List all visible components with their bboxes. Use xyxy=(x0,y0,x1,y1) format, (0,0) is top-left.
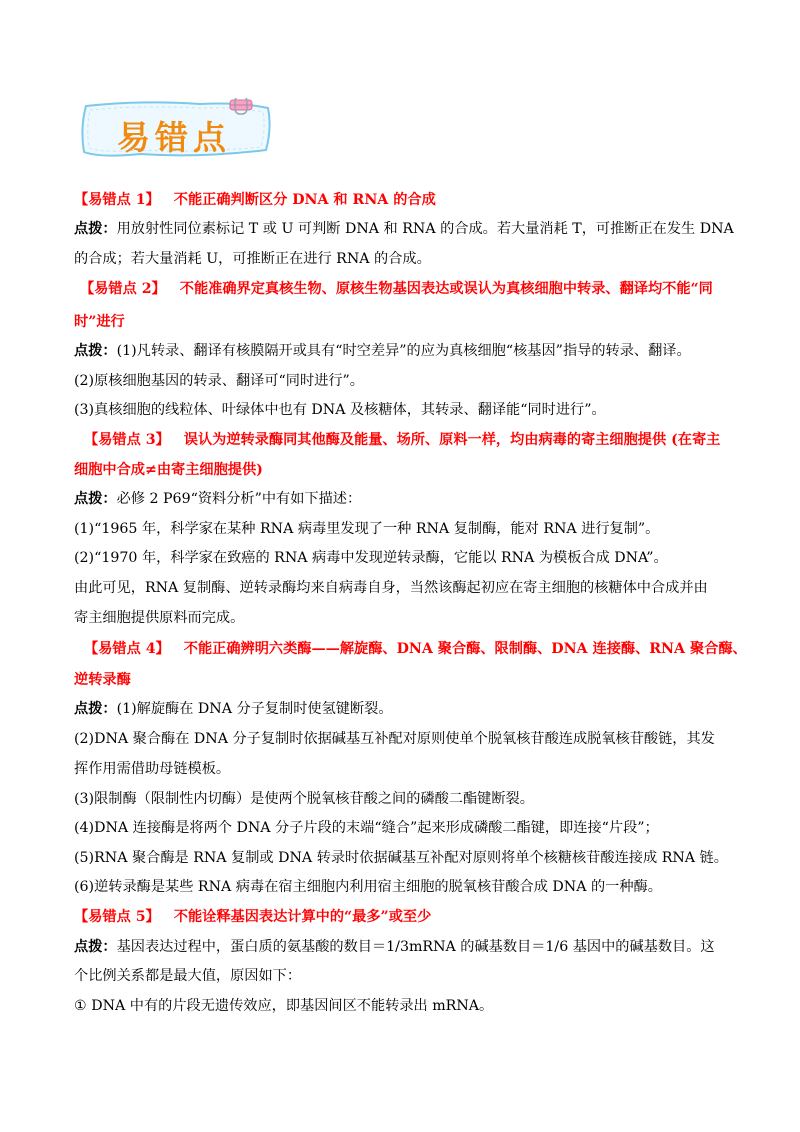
item-4-heading xyxy=(84,639,747,659)
title-banner xyxy=(80,98,280,164)
item-1-title: 不能正确判断区分 DNA 和 RNA 的合成 xyxy=(173,192,436,208)
item-3-tip-line-1 xyxy=(74,489,734,509)
item-5-tip-line-1 xyxy=(74,937,734,957)
item-4-tag: 【易错点 4】 xyxy=(84,641,170,657)
item-3-title: 误认为逆转录酶同其他酶及能量、场所、原料一样，均由病毒的寄主细胞提供 (在寄主 xyxy=(183,432,721,448)
item-2-heading-cont: 时”进行 xyxy=(74,314,125,330)
item-2-tip-line-1 xyxy=(74,341,734,361)
page-title: 易错点 xyxy=(117,118,231,157)
item-5-tip-line-3: ① DNA 中有的片段无遗传效应，即基因间区不能转录出 mRNA。 xyxy=(74,998,494,1014)
item-5-heading xyxy=(74,907,734,927)
item-3-tip-line-3: (2)“1970 年，科学家在致癌的 RNA 病毒中发现逆转录酶，它能以 RNA 为模板合成 DNA”。 xyxy=(74,550,668,566)
tip-label: 点拨： xyxy=(74,343,117,359)
item-4-tip-line-3: 挥作用需借助母链模板。 xyxy=(74,761,231,777)
item-1-tag: 【易错点 1】 xyxy=(74,192,160,208)
item-2-title: 不能准确界定真核生物、原核生物基因表达或误认为真核细胞中转录、翻译均不能“同 xyxy=(179,281,713,297)
item-3-tip-line-4: 由此可见，RNA 复制酶、逆转录酶均来自病毒自身，当然该酶起初应在寄主细胞的核糖体中合成并由 xyxy=(74,580,708,596)
item-2-tip-line-2: (2)原核细胞基因的转录、翻译可“同时进行”。 xyxy=(74,373,364,389)
item-4-tip-line-6: (5)RNA 聚合酶是 RNA 复制或 DNA 转录时依据碱基互补配对原则将单个核糖核苷酸连接成 RNA 链。 xyxy=(74,850,728,866)
tip-label: 点拨： xyxy=(74,221,117,237)
item-4-tip-line-7: (6)逆转录酶是某些 RNA 病毒在宿主细胞内利用宿主细胞的脱氧核苷酸合成 DNA 的一种酶。 xyxy=(74,879,662,895)
tip-text: 基因表达过程中，蛋白质的氨基酸的数目＝1/3mRNA 的碱基数目＝1/6 基因中的碱基数目。这 xyxy=(116,939,715,955)
tip-text: (1)凡转录、翻译有核膜隔开或具有“时空差异”的应为真核细胞“核基因”指导的转录、翻译。 xyxy=(116,343,691,359)
tip-text: 必修 2 P69“资料分析”中有如下描述： xyxy=(116,491,362,507)
item-3-tip-line-5: 寄主细胞提供原料而完成。 xyxy=(74,610,245,626)
item-2-tag: 【易错点 2】 xyxy=(80,281,166,297)
tip-label: 点拨： xyxy=(74,701,117,717)
item-4-tip-line-1 xyxy=(74,699,734,719)
tip-text: 用放射性同位素标记 T 或 U 可判断 DNA 和 RNA 的合成。若大量消耗 T，可推断正在发生 DNA xyxy=(116,221,734,237)
item-1-tip-line-1 xyxy=(74,219,734,239)
item-5-tip-line-2: 个比例关系都是最大值，原因如下： xyxy=(74,968,302,984)
item-4-tip-line-5: (4)DNA 连接酶是将两个 DNA 分子片段的末端“缝合”起来形成磷酸二酯键，即连接“片段”； xyxy=(74,820,659,836)
item-2-tip-line-3: (3)真核细胞的线粒体、叶绿体中也有 DNA 及核糖体，其转录、翻译能“同时进行”。 xyxy=(74,402,606,418)
item-4-heading-cont: 逆转录酶 xyxy=(74,672,131,688)
item-5-title: 不能诠释基因表达计算中的“最多”或至少 xyxy=(173,909,432,925)
item-4-tip-line-2: (2)DNA 聚合酶在 DNA 分子复制时依据碱基互补配对原则使单个脱氧核苷酸连成脱氧核苷酸链，其发 xyxy=(74,731,715,747)
tip-label: 点拨： xyxy=(74,491,117,507)
tip-text: (1)解旋酶在 DNA 分子复制时使氢键断裂。 xyxy=(116,701,393,717)
item-5-tag: 【易错点 5】 xyxy=(74,909,160,925)
item-2-heading xyxy=(80,279,740,299)
tip-label: 点拨： xyxy=(74,939,117,955)
item-4-title: 不能正确辨明六类酶——解旋酶、DNA 聚合酶、限制酶、DNA 连接酶、RNA 聚合酶、 xyxy=(183,641,747,657)
item-3-heading-cont: 细胞中合成≠由寄主细胞提供) xyxy=(74,462,263,478)
item-3-tag: 【易错点 3】 xyxy=(84,432,170,448)
item-1-heading xyxy=(74,190,734,210)
item-4-tip-line-4: (3)限制酶（限制性内切酶）是使两个脱氧核苷酸之间的磷酸二酯键断裂。 xyxy=(74,791,534,807)
item-1-tip-line-2: 的合成；若大量消耗 U，可推断正在进行 RNA 的合成。 xyxy=(74,251,431,267)
item-3-tip-line-2: (1)“1965 年，科学家在某种 RNA 病毒里发现了一种 RNA 复制酶，能对 RNA 进行复制”。 xyxy=(74,521,660,537)
item-3-heading xyxy=(84,430,744,450)
